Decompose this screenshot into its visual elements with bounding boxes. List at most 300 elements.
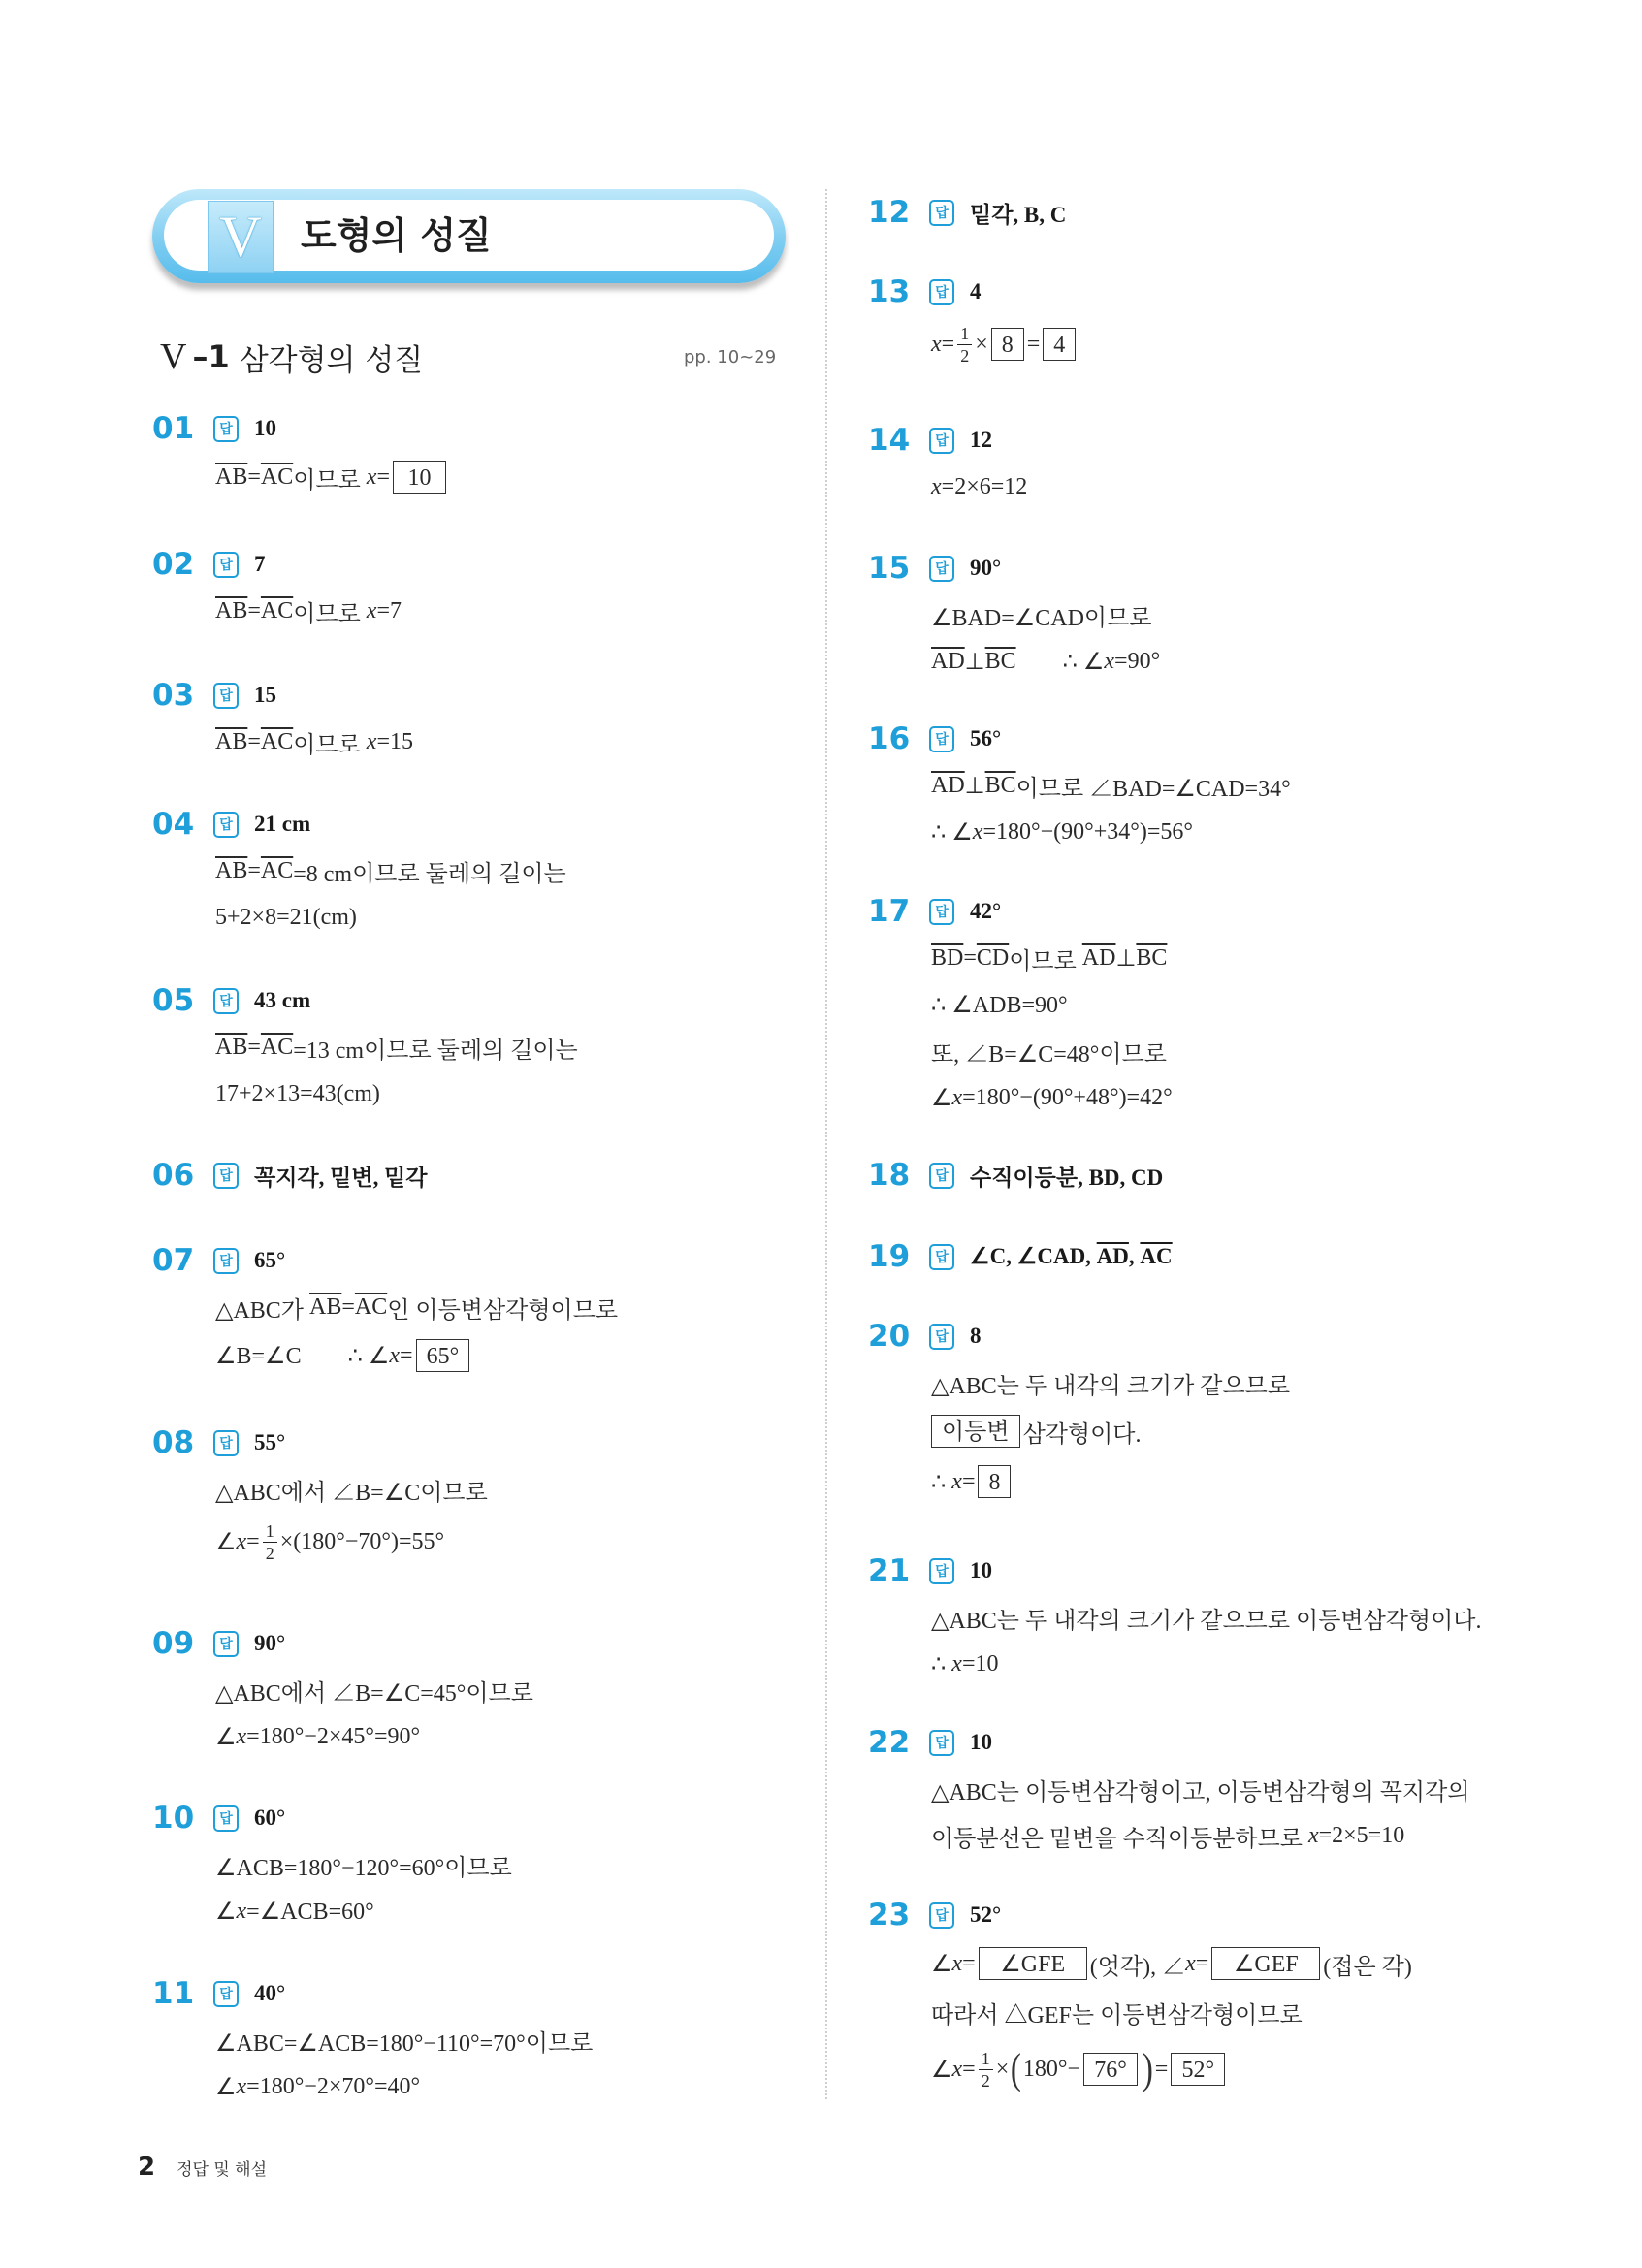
solution-line (868, 1766, 1469, 1812)
problem-10 (152, 1795, 512, 1934)
math-text: ∴ ∠ADB=90° (931, 992, 1068, 1018)
math-text: =15 (376, 728, 413, 754)
overline-segment: $\overline{BC}$ (984, 772, 1016, 798)
math-text: ⊥ (964, 773, 985, 799)
answer-box: 65° (416, 1339, 470, 1372)
variable-x: x (366, 728, 377, 754)
math-text: △ABC가 (215, 1297, 309, 1324)
math-text: =∠ACB=60° (246, 1899, 374, 1925)
solution-line (152, 1513, 488, 1571)
fraction (263, 1522, 277, 1562)
overline-segment: $\overline{AB}$ (215, 857, 248, 883)
math-text: ∠ (931, 1951, 952, 1977)
math-text: =2×6=12 (941, 473, 1028, 499)
answer-icon: 답 (929, 726, 954, 752)
answer-text (970, 1244, 1173, 1269)
answer-box: 이등변 (931, 1415, 1020, 1448)
solution-line (868, 1594, 1481, 1641)
math-text: = (1154, 2056, 1169, 2082)
fraction-numerator: 1 (263, 1522, 277, 1543)
problem-number: 12 (868, 195, 911, 230)
overline-segment: $\overline{CD}$ (976, 944, 1010, 971)
answer-text: 56° (970, 726, 1002, 751)
overline-segment: $\overline{AC}$ (260, 463, 294, 490)
solution-line (152, 847, 566, 894)
solution-line (868, 1406, 1290, 1456)
answer-text: 90° (970, 556, 1002, 580)
math-text: ∠ (931, 1085, 952, 1111)
math-text: (접은 각) (1323, 1954, 1412, 1980)
solution-line (868, 1989, 1412, 2035)
overline-segment: $\overline{AC}$ (260, 728, 294, 754)
problem-19 (868, 1233, 1173, 1280)
answer-icon: 답 (213, 552, 239, 578)
math-text: 이므로 (293, 732, 367, 758)
fraction-numerator: 1 (957, 325, 972, 345)
problem-header (868, 888, 1173, 935)
math-text: 인 이등변삼각형이므로 (387, 1297, 619, 1324)
variable-x: x (366, 597, 377, 623)
problem-16 (868, 716, 1291, 855)
math-text: ∠ (215, 1899, 237, 1925)
math-text: × (975, 331, 988, 357)
math-text: = (246, 1528, 260, 1554)
problem-number: 05 (152, 983, 195, 1018)
problem-04 (152, 801, 566, 941)
variable-x: x (931, 331, 942, 357)
problem-22 (868, 1719, 1469, 1859)
math-text: ⊥ (964, 649, 985, 675)
answer-box: 8 (978, 1465, 1011, 1498)
math-text: × (995, 2056, 1010, 2082)
math-text: =180°−(90°+48°)=42° (962, 1084, 1173, 1110)
fraction-numerator: 1 (979, 2050, 993, 2070)
solution-line (152, 588, 402, 634)
math-text: = (341, 1294, 355, 1320)
problem-number: 07 (152, 1243, 195, 1278)
answer-text: 90° (254, 1631, 286, 1655)
problem-number: 02 (152, 547, 195, 582)
math-text: 이므로 ∠BAD=∠CAD=34° (1015, 776, 1291, 802)
problem-number: 06 (152, 1158, 195, 1193)
math-text: ∴ ∠ (347, 1343, 390, 1369)
solution-line (868, 1359, 1290, 1406)
answer-text: 밑각, B, C (970, 202, 1067, 227)
problem-header (868, 1313, 1290, 1359)
problem-06 (152, 1152, 428, 1198)
math-text: 삼각형이다. (1022, 1421, 1142, 1448)
answer-text: 10 (970, 1730, 992, 1754)
problem-number: 11 (152, 1976, 195, 2011)
math-text: 또, ∠B=∠C=48°이므로 (931, 1041, 1167, 1068)
math-text: ∴ (931, 1469, 952, 1495)
problem-number: 22 (868, 1725, 911, 1760)
answer-icon: 답 (213, 1248, 239, 1274)
variable-x: x (1185, 1950, 1196, 1976)
math-text: ∠B=∠C (215, 1343, 302, 1369)
solution-line (868, 463, 1027, 510)
math-text: = (247, 597, 261, 623)
solution-line (868, 935, 1173, 981)
answer-box: ∠GFE (979, 1947, 1087, 1980)
answer-segment: ∠C, ∠CAD, (970, 1244, 1097, 1268)
problem-header (152, 1620, 533, 1667)
answer-icon: 답 (213, 812, 239, 838)
solution-line (152, 1024, 578, 1070)
answer-text: 55° (254, 1430, 286, 1454)
problem-number: 09 (152, 1626, 195, 1661)
variable-x: x (1307, 1822, 1319, 1848)
problem-14 (868, 417, 1027, 510)
answer-text: 수직이등분, BD, CD (970, 1165, 1164, 1190)
overline-segment: $\overline{AC}$ (260, 857, 294, 883)
answer-icon: 답 (213, 416, 239, 442)
solution-line (868, 1456, 1290, 1507)
solution-line (868, 809, 1291, 855)
problem-number: 20 (868, 1319, 911, 1354)
overline-segment: $\overline{AB}$ (215, 597, 248, 623)
solution-line (868, 1812, 1469, 1859)
problem-header (868, 1719, 1469, 1766)
answer-text: 43 cm (254, 988, 311, 1012)
solution-line (868, 638, 1160, 685)
problem-header (868, 1233, 1173, 1280)
problem-number: 04 (152, 807, 195, 842)
math-text: =8 cm이므로 둘레의 길이는 (293, 861, 566, 887)
answer-text: 52° (970, 1902, 1002, 1927)
chapter-roman-badge: V (208, 201, 274, 273)
problem-header (868, 1892, 1412, 1938)
answer-icon: 답 (213, 1163, 239, 1189)
solution-line (868, 315, 1079, 373)
problem-header (152, 1152, 428, 1198)
math-text: = (961, 1468, 976, 1494)
math-text: ∠ACB=180°−120°=60°이므로 (215, 1855, 512, 1881)
problem-15 (868, 545, 1160, 685)
math-text: ×(180°−70°)=55° (279, 1528, 445, 1554)
math-text: =90° (1114, 648, 1161, 674)
solution-line (152, 1284, 618, 1330)
problem-21 (868, 1548, 1481, 1687)
math-text: ∠ (931, 2057, 952, 2083)
answer-box: 52° (1171, 2053, 1225, 2086)
variable-x: x (951, 1950, 963, 1976)
problem-13 (868, 269, 1079, 373)
answer-segment: , (1128, 1244, 1141, 1268)
answer-icon: 답 (929, 899, 954, 925)
problem-header (868, 1548, 1481, 1594)
answer-icon: 답 (213, 1805, 239, 1832)
overline-segment: $\overline{BC}$ (984, 648, 1016, 674)
math-text: =2×5=10 (1318, 1822, 1405, 1848)
problem-23 (868, 1892, 1412, 2103)
variable-x: x (972, 818, 983, 845)
fraction-denominator: 2 (960, 345, 970, 366)
math-text: ⊥ (1115, 945, 1137, 972)
overline-segment: $\overline{AB}$ (215, 1034, 248, 1060)
variable-x: x (951, 1084, 963, 1110)
section-title (160, 334, 423, 380)
chapter-header (152, 189, 786, 283)
variable-x: x (389, 1342, 401, 1368)
answer-icon: 답 (213, 988, 239, 1014)
solution-line (152, 719, 413, 765)
overline-segment: $\overline{AB}$ (215, 728, 248, 754)
math-text: =13 cm이므로 둘레의 길이는 (293, 1038, 578, 1064)
problem-number: 19 (868, 1239, 911, 1274)
problem-20 (868, 1313, 1290, 1507)
solution-line (152, 1070, 578, 1117)
fraction (957, 325, 972, 365)
math-text: 17+2×13=43(cm) (215, 1080, 380, 1106)
math-text: △ABC는 두 내각의 크기가 같으므로 이등변삼각형이다. (931, 1608, 1482, 1634)
page-number: 2 (138, 2153, 156, 2182)
math-text: ∴ (931, 1651, 952, 1677)
solution-line (868, 591, 1160, 638)
math-text: ∠ (215, 2074, 237, 2100)
problem-number: 08 (152, 1425, 195, 1460)
math-text: = (962, 2056, 976, 2082)
answer-icon: 답 (929, 200, 954, 226)
problem-number: 14 (868, 423, 911, 458)
answer-icon: 답 (929, 556, 954, 582)
fraction-denominator: 2 (265, 1543, 274, 1563)
problem-header (152, 977, 578, 1024)
problem-number: 10 (152, 1801, 195, 1836)
math-text: = (400, 1342, 413, 1368)
math-text: =180°−2×45°=90° (246, 1723, 421, 1749)
problem-header (868, 545, 1160, 591)
overline-segment: $\overline{AC}$ (260, 597, 294, 623)
answer-box: 10 (393, 461, 446, 494)
answer-text: 15 (254, 683, 276, 707)
problem-number: 21 (868, 1553, 911, 1588)
solution-line (152, 894, 566, 941)
answer-icon: 답 (929, 1730, 954, 1756)
problem-07 (152, 1237, 618, 1381)
solution-line (152, 2017, 593, 2063)
variable-x: x (236, 2073, 247, 2099)
solution-line (152, 452, 449, 502)
math-text: △ABC는 이등변삼각형이고, 이등변삼각형의 꼭지각의 (931, 1779, 1470, 1805)
answer-icon: 답 (213, 1981, 239, 2007)
problem-05 (152, 977, 578, 1117)
problem-12 (868, 189, 1066, 236)
math-text: △ABC에서 ∠B=∠C이므로 (215, 1480, 488, 1506)
problem-header (152, 1420, 488, 1466)
overline-segment: $\overline{AC}$ (260, 1034, 294, 1060)
fraction-denominator: 2 (981, 2070, 990, 2091)
problem-header (152, 541, 402, 588)
answer-text: 꼭지각, 밑변, 밑각 (254, 1165, 428, 1190)
problem-number: 13 (868, 274, 911, 309)
math-text: △ABC에서 ∠B=∠C=45°이므로 (215, 1680, 533, 1707)
chapter-title: 도형의 성질 (301, 214, 492, 257)
problem-header (868, 716, 1291, 762)
math-text: =180°−(90°+34°)=56° (982, 818, 1193, 845)
problem-number: 23 (868, 1898, 911, 1933)
section-number: –1 (192, 338, 230, 375)
solution-line (868, 1074, 1173, 1121)
problem-number: 01 (152, 411, 195, 446)
math-text: = (247, 1034, 261, 1060)
answer-text: 65° (254, 1248, 286, 1272)
variable-x: x (951, 1468, 962, 1494)
math-text: = (247, 463, 261, 490)
overline-segment: $\overline{AB}$ (309, 1294, 342, 1320)
math-text: =7 (376, 597, 402, 623)
answer-text: 60° (254, 1805, 286, 1830)
math-text: 이등분선은 밑변을 수직이등분하므로 (931, 1826, 1308, 1852)
variable-x: x (951, 1650, 962, 1677)
variable-x: x (951, 2056, 963, 2082)
problem-number: 16 (868, 721, 911, 756)
answer-box: 76° (1083, 2053, 1138, 2086)
variable-x: x (236, 1528, 247, 1554)
problem-header (152, 801, 566, 847)
page-footer (138, 2153, 267, 2182)
answer-text: 10 (254, 416, 276, 440)
overline-segment: $\overline{AC}$ (1140, 1244, 1173, 1268)
problem-header (152, 1970, 593, 2017)
math-text: ∠ABC=∠ACB=180°−110°=70°이므로 (215, 2030, 594, 2057)
answer-icon: 답 (929, 1902, 954, 1929)
answer-text: 4 (970, 279, 982, 303)
math-text: 5+2×8=21(cm) (215, 904, 357, 930)
footer-label: 정답 및 해설 (177, 2159, 268, 2180)
solution-line (868, 981, 1173, 1028)
solution-line (868, 1028, 1173, 1074)
section-roman: V (160, 336, 187, 377)
problem-header (868, 1152, 1163, 1198)
math-text: = (1026, 331, 1041, 357)
answer-box: 8 (991, 328, 1024, 361)
math-text: = (941, 331, 955, 357)
math-text: 이므로 (1009, 948, 1082, 974)
fraction (979, 2050, 993, 2090)
math-text: = (962, 1950, 976, 1976)
overline-segment: $\overline{AD}$ (1081, 944, 1116, 971)
problem-17 (868, 888, 1173, 1121)
answer-icon: 답 (929, 428, 954, 454)
solution-line (152, 1713, 533, 1760)
problem-01 (152, 405, 449, 502)
solution-line (152, 1466, 488, 1513)
overline-segment: $\overline{AC}$ (354, 1294, 388, 1320)
problem-header (152, 1795, 512, 1841)
overline-segment: $\overline{AD}$ (931, 648, 965, 674)
math-text: ∴ ∠ (931, 819, 973, 846)
answer-icon: 답 (929, 1244, 954, 1270)
answer-box: 4 (1043, 328, 1076, 361)
problem-09 (152, 1620, 533, 1760)
math-text: 180°− (1022, 2056, 1081, 2082)
overline-segment: $\overline{AD}$ (931, 772, 965, 798)
math-text: △ABC는 두 내각의 크기가 같으므로 (931, 1373, 1291, 1399)
answer-icon: 답 (213, 1631, 239, 1657)
answer-text: 21 cm (254, 812, 311, 836)
answer-text: 12 (970, 428, 992, 452)
math-text: = (376, 463, 390, 490)
overline-segment: $\overline{AB}$ (215, 463, 248, 490)
math-text: =10 (961, 1650, 999, 1677)
answer-text: 7 (254, 552, 266, 576)
answer-text: 40° (254, 1981, 286, 2005)
answer-icon: 답 (213, 1430, 239, 1456)
solution-line (868, 1938, 1412, 1989)
math-text: = (963, 944, 977, 971)
problem-number: 15 (868, 551, 911, 586)
answer-text: 10 (970, 1558, 992, 1582)
answer-text: 8 (970, 1324, 982, 1348)
problem-header (868, 417, 1027, 463)
answer-icon: 답 (929, 1558, 954, 1584)
variable-x: x (366, 463, 377, 490)
problem-11 (152, 1970, 593, 2110)
problem-02 (152, 541, 402, 634)
math-text: = (247, 857, 261, 883)
solution-line (152, 1888, 512, 1934)
variable-x: x (931, 473, 942, 499)
solution-line (868, 1641, 1481, 1687)
answer-icon: 답 (213, 683, 239, 709)
section-title-text: 삼각형의 성질 (239, 342, 424, 378)
math-text: 따라서 △GEF는 이등변삼각형이므로 (931, 2002, 1303, 2028)
big-paren-close: ) (1142, 2045, 1153, 2092)
solution-line (152, 1330, 618, 1381)
answer-icon: 답 (929, 279, 954, 305)
math-text: ∴ ∠ (1062, 649, 1105, 675)
problem-header (868, 189, 1066, 236)
overline-segment: $\overline{BD}$ (931, 944, 964, 971)
problem-number: 03 (152, 678, 195, 713)
answer-icon: 답 (929, 1324, 954, 1350)
math-text: =180°−2×70°=40° (246, 2073, 421, 2099)
math-text: = (1195, 1950, 1209, 1976)
math-text: ∠ (215, 1724, 237, 1750)
problem-18 (868, 1152, 1163, 1198)
problem-03 (152, 672, 413, 765)
solution-line (152, 1841, 512, 1888)
problem-header (152, 672, 413, 719)
math-text: = (247, 728, 261, 754)
variable-x: x (1104, 648, 1115, 674)
math-text: ∠BAD=∠CAD이므로 (931, 605, 1152, 631)
problem-header (152, 1237, 618, 1284)
answer-box: ∠GEF (1211, 1947, 1320, 1980)
problem-header (868, 269, 1079, 315)
page-range: pp. 10~29 (684, 347, 777, 367)
column-divider (825, 189, 827, 2099)
big-paren-open: ( (1011, 2045, 1022, 2092)
problem-08 (152, 1420, 488, 1571)
math-text: 이므로 (293, 467, 367, 494)
math-text: (엇각), ∠ (1089, 1954, 1186, 1980)
solution-line (868, 762, 1291, 809)
solution-line (868, 2035, 1412, 2103)
math-text: 이므로 (293, 601, 367, 627)
overline-segment: $\overline{AD}$ (1096, 1244, 1129, 1268)
answer-text: 42° (970, 899, 1002, 923)
overline-segment: $\overline{BC}$ (1136, 944, 1168, 971)
answer-icon: 답 (929, 1163, 954, 1189)
variable-x: x (236, 1898, 247, 1924)
problem-number: 18 (868, 1158, 911, 1193)
solution-line (152, 1667, 533, 1713)
solution-line (152, 2063, 593, 2110)
problem-header (152, 405, 449, 452)
variable-x: x (236, 1723, 247, 1749)
